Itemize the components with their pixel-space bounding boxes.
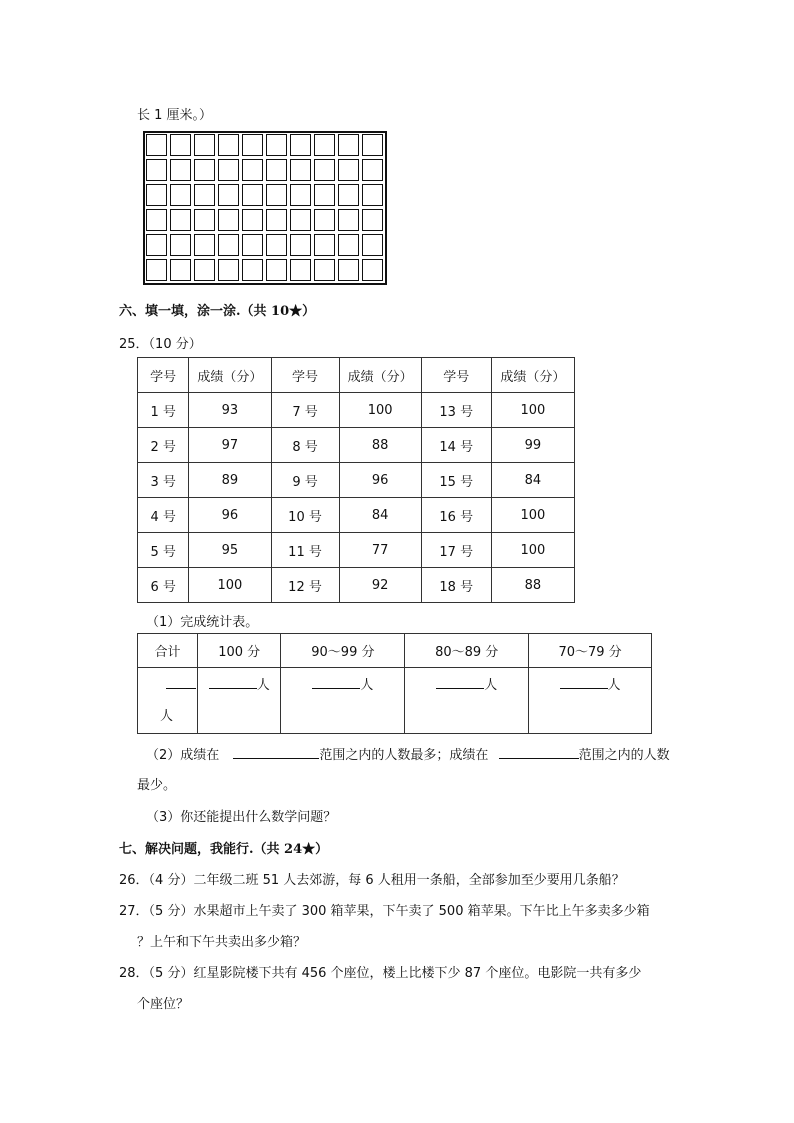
grid-cell [338,234,359,256]
header-cell: 成绩（分） [339,358,421,393]
q27-line2: ？上午和下午共卖出多少箱？ [137,935,307,950]
table-cell: 97 [189,428,271,463]
grid-cell [194,159,215,181]
grid-cell [362,184,383,206]
table-cell: 100 [491,533,574,568]
table-cell: 16 号 [421,498,491,533]
grid-cell [242,184,263,206]
q25-part2-a: （2）成绩在 [146,748,220,763]
answer-blank[interactable] [233,744,319,759]
grid-cell [314,234,335,256]
grid-cell [362,209,383,231]
table-row [138,428,575,463]
grid-cell [362,159,383,181]
grid-cell [170,184,191,206]
grid-cell [266,209,287,231]
grid-cell [194,184,215,206]
q26-text: 26．（4 分）二年级二班 51 人去郊游，每 6 人租用一条船，全部参加至少要用几条船？ [119,873,625,888]
grid-cell [242,209,263,231]
table-cell: 9 号 [271,463,339,498]
table-cell: 100 [339,393,421,428]
grid-cell [290,234,311,256]
grid-cell [218,234,239,256]
answer-blank[interactable] [166,674,196,689]
stat-answer-cell [405,668,529,734]
table-cell: 100 [491,393,574,428]
grid-cell [170,134,191,156]
table-cell: 8 号 [271,428,339,463]
table-cell: 96 [339,463,421,498]
q28-line1: 28．（5 分）红星影院楼下共有 456 个座位，楼上比楼下少 87 个座位。电影院一共有多少 [119,966,642,981]
grid-cell [290,209,311,231]
q25-part2-c: 范围之内的人数 [578,748,670,763]
table-cell: 2 号 [138,428,189,463]
table-cell: 13 号 [421,393,491,428]
stat-header-cell: 100 分 [197,634,280,668]
unit-label: 人 [360,678,374,693]
grid-cell [338,209,359,231]
table-cell: 11 号 [271,533,339,568]
table-cell: 14 号 [421,428,491,463]
grid-cell [338,259,359,281]
table-row [138,533,575,568]
table-cell: 1 号 [138,393,189,428]
table-cell: 7 号 [271,393,339,428]
table-cell: 84 [339,498,421,533]
header-cell: 学号 [138,358,189,393]
grid-cell [314,259,335,281]
header-cell: 成绩（分） [189,358,271,393]
grid-cell [314,209,335,231]
grid-cell [218,209,239,231]
table-cell: 96 [189,498,271,533]
grid-cell [146,234,167,256]
table-cell: 84 [491,463,574,498]
table-cell: 99 [491,428,574,463]
square-grid [143,131,387,285]
stat-header-cell: 合计 [138,634,198,668]
grid-cell [266,159,287,181]
score-table-header-row [138,358,575,393]
score-table [137,357,575,603]
table-cell: 100 [189,568,271,603]
grid-cell [266,134,287,156]
table-cell: 12 号 [271,568,339,603]
grid-cell [170,159,191,181]
table-cell: 15 号 [421,463,491,498]
answer-blank[interactable] [312,674,360,689]
table-cell: 10 号 [271,498,339,533]
grid-cell [194,259,215,281]
header-cell: 学号 [271,358,339,393]
header-cell: 成绩（分） [491,358,574,393]
grid-cell [170,209,191,231]
grid-cell [218,259,239,281]
stat-header-cell: 80～89 分 [405,634,529,668]
grid-cell [290,184,311,206]
answer-blank[interactable] [560,674,608,689]
grid-cell [242,234,263,256]
stat-answer-cell [281,668,405,734]
grid-cell [194,234,215,256]
grid-cell [170,259,191,281]
stat-answer-cell [138,668,198,734]
grid-cell [266,259,287,281]
grid-cell [170,234,191,256]
stat-answer-cell [197,668,280,734]
q25-part3: （3）你还能提出什么数学问题？ [146,810,337,825]
table-cell: 88 [491,568,574,603]
grid-cell [218,134,239,156]
section6-title: 六、填一填，涂一涂.（共 10★） [119,304,316,319]
table-row [138,498,575,533]
grid-cell [314,159,335,181]
answer-blank[interactable] [499,744,579,759]
stat-header-cell: 90～99 分 [281,634,405,668]
intro-tail-text: 长 1 厘米。） [137,108,213,123]
grid-cell [362,259,383,281]
table-cell: 89 [189,463,271,498]
grid-cell [362,234,383,256]
stat-answer-cell [529,668,652,734]
grid-cell [194,134,215,156]
grid-cell [194,209,215,231]
grid-cell [242,134,263,156]
grid-cell [242,159,263,181]
q27-line1: 27．（5 分）水果超市上午卖了 300 箱苹果，下午卖了 500 箱苹果。下午比上午多卖多少箱 [119,904,650,919]
unit-label: 人 [256,678,270,693]
stat-table [137,633,652,734]
table-cell: 18 号 [421,568,491,603]
q25-number: 25．（10 分） [119,337,202,352]
grid-cell [338,134,359,156]
table-cell: 100 [491,498,574,533]
grid-cell [146,159,167,181]
answer-blank[interactable] [209,674,257,689]
grid-cell [218,159,239,181]
grid-cell [146,259,167,281]
grid-cell [218,184,239,206]
grid-cell [242,259,263,281]
answer-blank[interactable] [436,674,484,689]
grid-cell [266,234,287,256]
table-cell: 17 号 [421,533,491,568]
q25-part2-b: 范围之内的人数最多；成绩在 [319,748,489,763]
grid-cell [338,159,359,181]
table-cell: 77 [339,533,421,568]
grid-cell [290,159,311,181]
unit-label: 人 [160,709,174,724]
grid-cell [314,184,335,206]
grid-cell [290,259,311,281]
table-cell: 95 [189,533,271,568]
table-row [138,568,575,603]
grid-cell [362,134,383,156]
table-cell: 88 [339,428,421,463]
section7-title: 七、解决问题，我能行.（共 24★） [119,842,329,857]
table-cell: 93 [189,393,271,428]
unit-label: 人 [607,678,621,693]
unit-label: 人 [484,678,498,693]
grid-cell [146,134,167,156]
grid-cell [146,209,167,231]
stat-answer-row [138,668,652,734]
grid-cell [266,184,287,206]
table-cell: 4 号 [138,498,189,533]
q25-part2-d: 最少。 [137,778,177,793]
table-cell: 3 号 [138,463,189,498]
grid-cell [146,184,167,206]
q28-line2: 个座位？ [137,997,190,1012]
q25-part2-line [146,744,670,763]
table-cell: 92 [339,568,421,603]
stat-table-header-row [138,634,652,668]
grid-cell [314,134,335,156]
table-row [138,393,575,428]
table-row [138,463,575,498]
grid-cell [290,134,311,156]
table-cell: 5 号 [138,533,189,568]
header-cell: 学号 [421,358,491,393]
table-cell: 6 号 [138,568,189,603]
stat-header-cell: 70～79 分 [529,634,652,668]
q25-part1: （1）完成统计表。 [146,615,259,630]
grid-cell [338,184,359,206]
